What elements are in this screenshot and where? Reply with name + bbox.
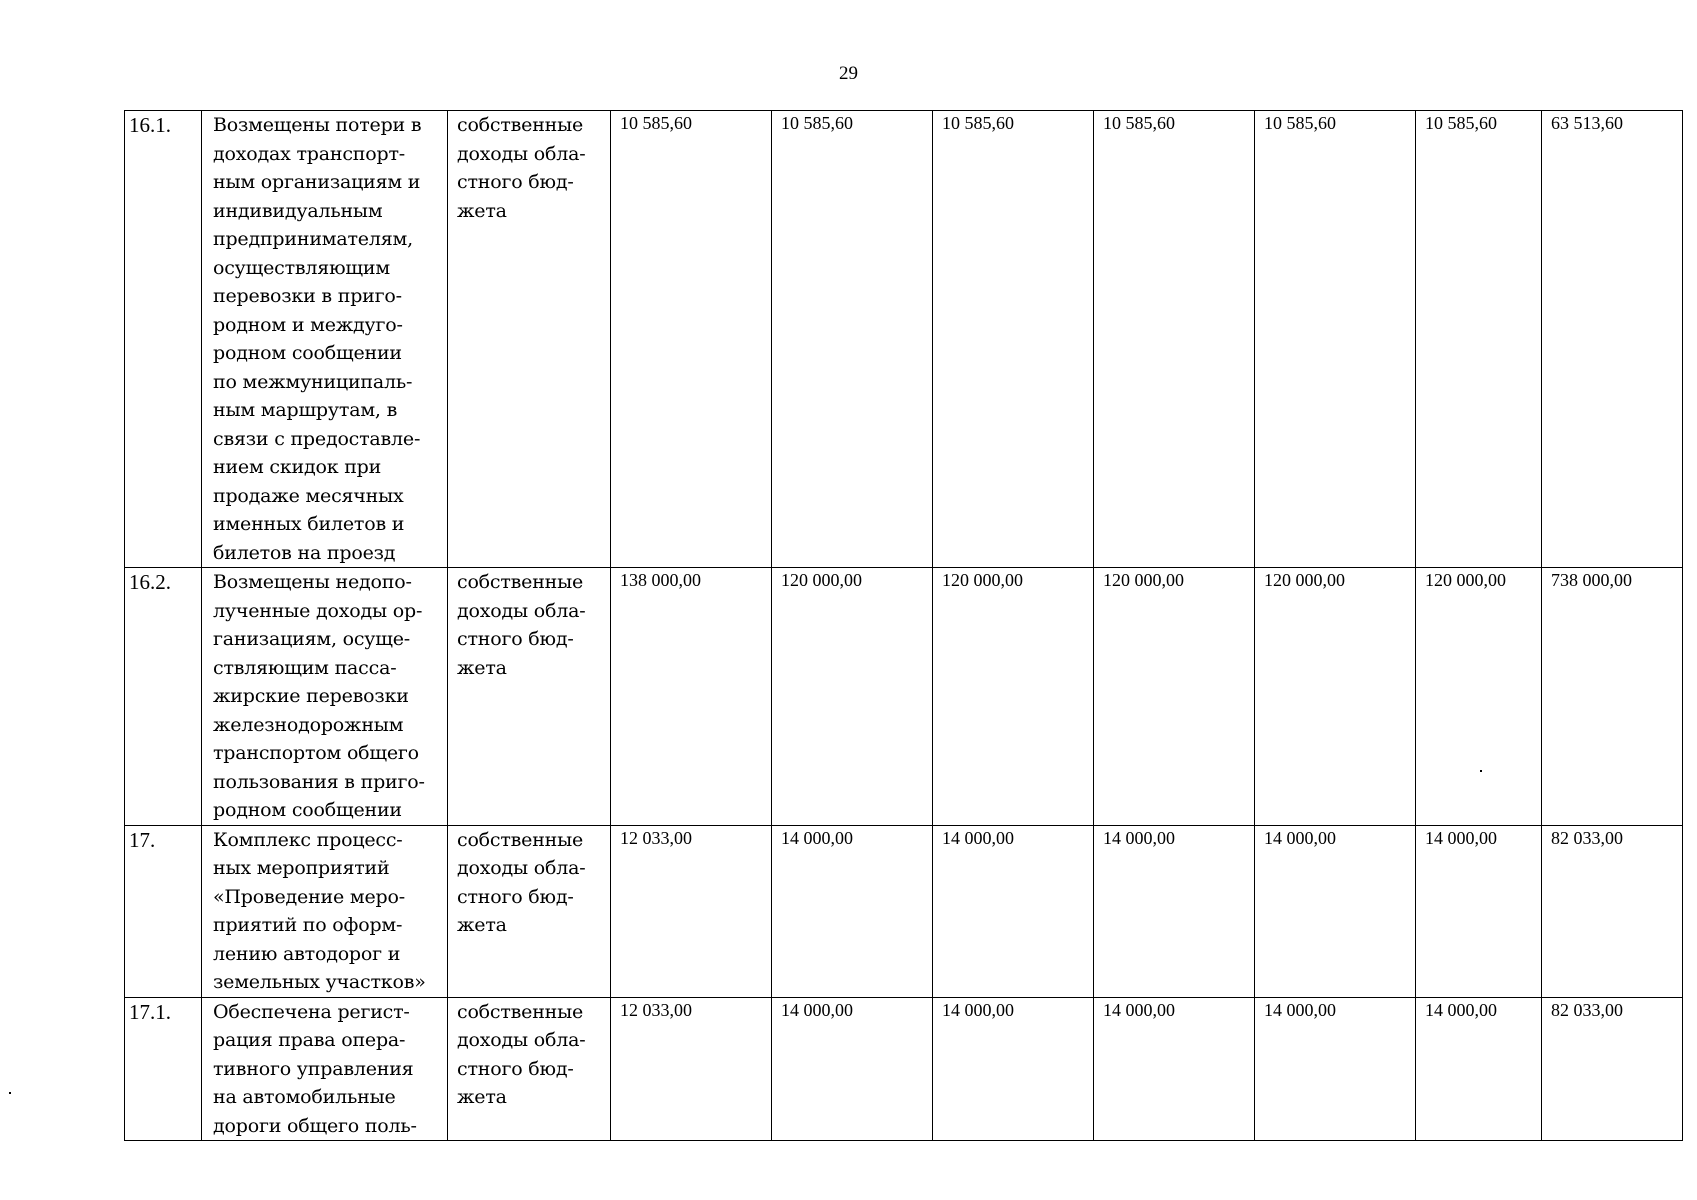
- amount-cell: 120 000,00: [1094, 568, 1255, 826]
- funding-source: [448, 997, 611, 1141]
- source-line: собственные: [457, 571, 584, 593]
- total-cell: 738 000,00: [1542, 568, 1683, 826]
- description-line: Обеспечена регист-: [213, 1000, 410, 1023]
- description-line: доходах транспорт-: [213, 142, 405, 165]
- table-row: [125, 568, 1683, 826]
- budget-table: [124, 110, 1683, 1141]
- description-line: билетов на проезд: [213, 541, 396, 564]
- amount-cell: 14 000,00: [933, 825, 1094, 997]
- source-line: собственные: [457, 114, 584, 136]
- row-number: 17.1.: [125, 997, 202, 1141]
- amount-cell: 138 000,00: [611, 568, 772, 826]
- description-line: «Проведение меро-: [213, 885, 405, 908]
- amount-cell: 14 000,00: [1416, 997, 1542, 1141]
- row-number: 16.2.: [125, 568, 202, 826]
- description-line: Возмещены потери в: [213, 114, 422, 136]
- description-line: ным организациям и: [213, 171, 421, 193]
- amount-cell: 10 585,60: [933, 111, 1094, 568]
- source-line: доходы обла-: [457, 599, 586, 622]
- description-line: на автомобильные: [213, 1086, 396, 1108]
- description-line: предпринимателям,: [213, 228, 413, 250]
- amount-cell: 120 000,00: [1416, 568, 1542, 826]
- amount-cell: 10 585,60: [1094, 111, 1255, 568]
- source-line: стного бюд-: [457, 1057, 574, 1080]
- description-line: связи с предоставле-: [213, 427, 421, 450]
- description-line: продаже месячных: [213, 484, 404, 507]
- description-line: жирские перевозки: [213, 685, 409, 707]
- row-description: [202, 997, 448, 1141]
- description-line: родном и междуго-: [213, 313, 403, 336]
- amount-cell: 10 585,60: [1416, 111, 1542, 568]
- source-line: доходы обла-: [457, 857, 586, 879]
- row-description: [202, 568, 448, 826]
- description-line: приятий по оформ-: [213, 914, 403, 936]
- amount-cell: 14 000,00: [772, 997, 933, 1141]
- funding-source: [448, 825, 611, 997]
- row-description: [202, 825, 448, 997]
- source-line: доходы обла-: [457, 1029, 586, 1051]
- description-line: ганизациям, осуще-: [213, 628, 411, 650]
- source-line: жета: [457, 656, 507, 679]
- amount-cell: 10 585,60: [1255, 111, 1416, 568]
- description-line: именных билетов и: [213, 513, 405, 535]
- description-line: родном сообщении: [213, 342, 402, 364]
- source-line: собственные: [457, 1000, 584, 1023]
- funding-source: [448, 111, 611, 568]
- description-line: ным маршрутам, в: [213, 399, 398, 421]
- source-line: жета: [457, 914, 507, 936]
- description-line: ствляющим пасса-: [213, 656, 397, 679]
- source-line: жета: [457, 199, 507, 222]
- description-line: Возмещены недопо-: [213, 571, 412, 593]
- row-number: 17.: [125, 825, 202, 997]
- source-line: стного бюд-: [457, 171, 574, 193]
- description-line: нием скидок при: [213, 456, 382, 478]
- description-line: осуществляющим: [213, 256, 390, 279]
- description-line: лученные доходы ор-: [213, 599, 423, 622]
- amount-cell: 120 000,00: [933, 568, 1094, 826]
- total-cell: 63 513,60: [1542, 111, 1683, 568]
- table-row: [125, 825, 1683, 997]
- total-cell: 82 033,00: [1542, 825, 1683, 997]
- amount-cell: 14 000,00: [933, 997, 1094, 1141]
- table-body: [125, 111, 1683, 1141]
- source-line: жета: [457, 1086, 507, 1108]
- amount-cell: 14 000,00: [1094, 997, 1255, 1141]
- description-line: тивного управления: [213, 1057, 414, 1080]
- amount-cell: 14 000,00: [1255, 997, 1416, 1141]
- amount-cell: 12 033,00: [611, 825, 772, 997]
- description-line: родном сообщении: [213, 799, 402, 821]
- source-line: доходы обла-: [457, 142, 586, 165]
- amount-cell: 14 000,00: [1416, 825, 1542, 997]
- description-line: по межмуниципаль-: [213, 370, 413, 393]
- table-row: [125, 111, 1683, 568]
- description-line: транспортом общего: [213, 742, 419, 764]
- funding-source: [448, 568, 611, 826]
- scan-speck: [1480, 770, 1482, 772]
- description-line: рация права опера-: [213, 1029, 406, 1051]
- description-line: перевозки в приго-: [213, 285, 402, 307]
- source-line: стного бюд-: [457, 885, 574, 908]
- amount-cell: 14 000,00: [772, 825, 933, 997]
- amount-cell: 10 585,60: [611, 111, 772, 568]
- description-line: индивидуальным: [213, 199, 383, 222]
- source-line: собственные: [457, 828, 584, 851]
- amount-cell: 12 033,00: [611, 997, 772, 1141]
- page-number: 29: [839, 63, 858, 84]
- amount-cell: 120 000,00: [1255, 568, 1416, 826]
- amount-cell: 120 000,00: [772, 568, 933, 826]
- description-line: дороги общего поль-: [213, 1114, 417, 1137]
- description-line: железнодорожным: [213, 713, 404, 736]
- description-line: пользования в приго-: [213, 770, 425, 793]
- amount-cell: 14 000,00: [1094, 825, 1255, 997]
- scan-speck: [9, 1092, 11, 1094]
- row-number: 16.1.: [125, 111, 202, 568]
- description-line: Комплекс процесс-: [213, 828, 403, 851]
- row-description: [202, 111, 448, 568]
- amount-cell: 14 000,00: [1255, 825, 1416, 997]
- total-cell: 82 033,00: [1542, 997, 1683, 1141]
- amount-cell: 10 585,60: [772, 111, 933, 568]
- description-line: земельных участков»: [213, 971, 426, 993]
- table-row: [125, 997, 1683, 1141]
- description-line: ных мероприятий: [213, 857, 390, 879]
- source-line: стного бюд-: [457, 628, 574, 650]
- description-line: лению автодорог и: [213, 942, 401, 965]
